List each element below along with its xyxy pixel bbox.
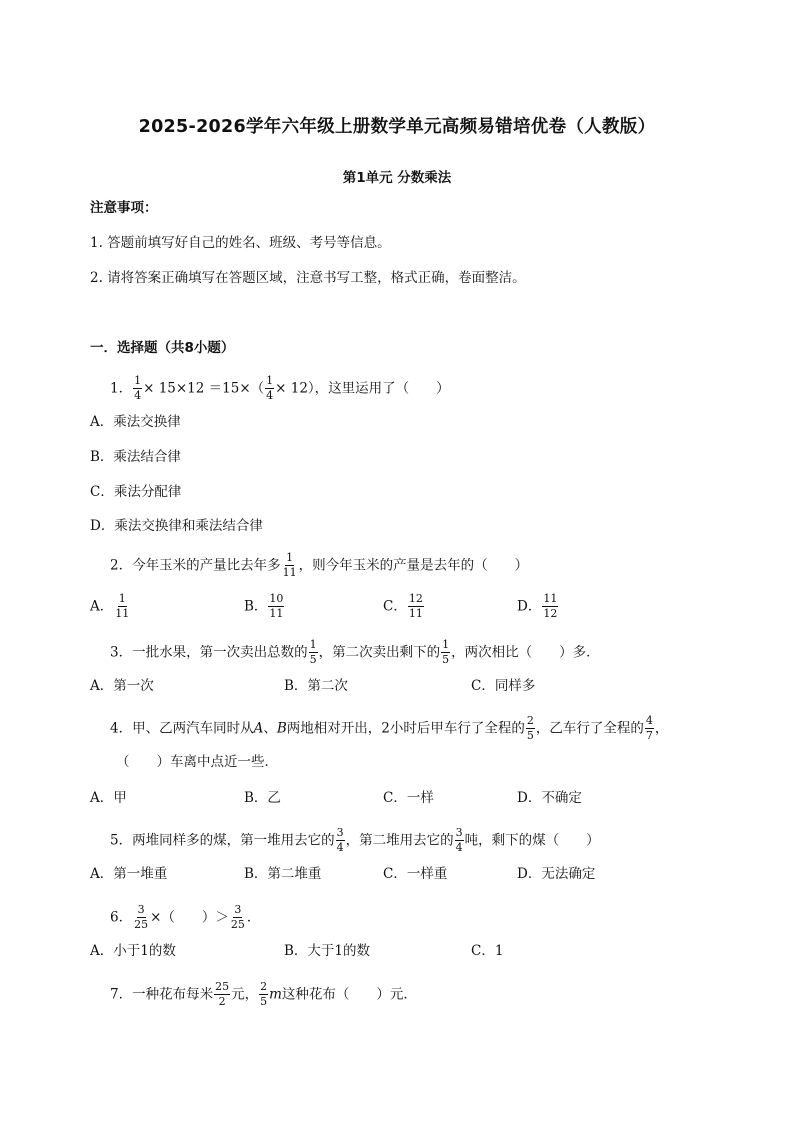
page-title: 2025-2026学年六年级上册数学单元高频易错培优卷（人教版） [138,117,656,137]
fraction-denominator: 11 [115,606,130,620]
question-4-separator: 、 [263,720,277,737]
fraction [114,593,130,619]
q6-option-b: B．大于1的数 [284,943,371,959]
section-heading: 一．选择题（共8小题） [90,340,235,356]
q4-option-c: C．一样 [383,790,434,806]
fraction-denominator: 5 [526,728,534,742]
fraction [133,375,142,401]
question-3-tail: ，两次相比（ ）多． [451,644,600,661]
q2-option-d [517,594,559,620]
fraction-denominator: 25 [230,917,245,931]
fraction-numerator: 2 [260,980,268,993]
question-7-mid: 元， [231,986,259,1003]
question-5-tail: 吨，剩下的煤（ ） [464,832,600,849]
question-6-mid: ×（ ）＞ [150,909,229,926]
q3-option-a: A．第一次 [90,678,154,694]
question-4 [110,716,668,742]
question-6-tail: ． [246,909,261,926]
fraction-denominator: 2 [218,994,226,1008]
question-2-tail: ，则今年玉米的产量是去年的（ ） [298,557,529,574]
fraction-numerator: 1 [118,592,126,605]
fraction [259,981,268,1007]
fraction [441,639,450,665]
question-2-text: 2．今年玉米的产量比去年多 [110,557,281,574]
fraction-denominator: 4 [336,840,344,854]
question-4-text-2: 两地相对开出，2小时后甲车行了全程的 [286,720,525,737]
fraction-numerator: 3 [137,903,145,916]
fraction-denominator: 4 [266,388,274,402]
fraction-denominator: 11 [282,565,297,579]
note-item-2: 2. 请将答案正确填写在答题区域，注意书写工整，格式正确，卷面整洁。 [90,270,526,286]
fraction-numerator: 3 [234,903,242,916]
fraction-numerator: 1 [309,638,317,651]
question-1 [110,376,450,402]
fraction [408,593,424,619]
fraction [455,827,464,853]
q5-option-c: C．一样重 [383,866,448,882]
fraction [542,593,558,619]
q4-option-a: A．甲 [90,790,127,806]
fraction [133,904,149,930]
question-1-number: 1． [110,380,133,397]
fraction [230,904,246,930]
q6-option-c: C．1 [471,943,504,959]
question-3 [110,640,600,666]
fraction-denominator: 12 [543,606,558,620]
fraction-numerator: 1 [266,374,274,387]
fraction-numerator: 12 [408,592,423,605]
q4-option-b: B．乙 [244,790,281,806]
unit-m: m [269,986,282,1003]
fraction-numerator: 1 [134,374,142,387]
question-7-text: 7．一种花布每米 [110,986,214,1003]
question-4-text-3: ，乙车行了全程的 [535,720,644,737]
question-5 [110,828,600,854]
option-label: D． [517,598,542,615]
q1-option-c: C．乘法分配律 [90,484,182,500]
notes-heading: 注意事项： [90,200,158,216]
question-3-text: 3．一批水果，第一次卖出总数的 [110,644,308,661]
question-1-tail: × 12），这里运用了（ ） [275,380,450,397]
unit-subtitle: 第1单元 分数乘法 [342,170,452,186]
q5-option-a: A．第一堆重 [90,866,168,882]
question-6 [110,905,260,931]
option-label: B． [244,598,268,615]
question-7 [110,982,417,1008]
fraction-denominator: 25 [134,917,149,931]
fraction [265,375,274,401]
question-5-mid: ，第二堆用去它的 [345,832,454,849]
q1-option-d: D．乘法交换律和乘法结合律 [90,518,263,534]
question-5-text: 5．两堆同样多的煤，第一堆用去它的 [110,832,335,849]
fraction [268,593,284,619]
question-4-text-4: ， [654,720,669,737]
fraction [282,552,298,578]
fraction-numerator: 3 [336,826,344,839]
fraction-denominator: 5 [309,652,317,666]
q2-option-a [90,594,131,620]
question-3-mid: ，第二次卖出剩下的 [318,644,441,661]
fraction [214,981,230,1007]
question-4-line-2: （ ）车离中点近一些． [116,754,278,770]
q2-option-c [383,594,425,620]
fraction-denominator: 5 [442,652,450,666]
fraction-numerator: 3 [455,826,463,839]
fraction-numerator: 11 [543,592,558,605]
question-1-text: × 15×12 ＝15×（ [143,380,265,397]
q5-option-d: D．无法确定 [517,866,596,882]
fraction [526,715,535,741]
question-7-tail: 这种花布（ ）元． [281,986,417,1003]
fraction-numerator: 2 [526,714,534,727]
fraction [309,639,318,665]
note-item-1: 1. 答题前填写好自己的姓名、班级、考号等信息。 [90,235,391,251]
fraction-denominator: 4 [134,388,142,402]
q2-option-b [244,594,285,620]
fraction-denominator: 4 [455,840,463,854]
option-label: C． [383,598,407,615]
option-label: A． [90,598,114,615]
q1-option-a: A．乘法交换律 [90,414,181,430]
fraction-numerator: 10 [269,592,284,605]
fraction-denominator: 11 [408,606,423,620]
fraction-numerator: 1 [442,638,450,651]
q1-option-b: B．乘法结合律 [90,449,181,465]
question-2 [110,553,528,579]
fraction [336,827,345,853]
q3-option-b: B．第二次 [284,678,348,694]
fraction-denominator: 7 [645,728,653,742]
question-6-number: 6． [110,909,133,926]
fraction-denominator: 11 [269,606,284,620]
q3-option-c: C．同样多 [471,678,536,694]
q6-option-a: A．小于1的数 [90,943,176,959]
fraction-numerator: 25 [215,980,230,993]
fraction-denominator: 5 [260,994,268,1008]
q4-option-d: D．不确定 [517,790,582,806]
point-a-label: A [253,720,264,737]
fraction [645,715,654,741]
q5-option-b: B．第二堆重 [244,866,322,882]
point-b-label: B [276,720,287,737]
fraction-numerator: 4 [645,714,653,727]
question-4-text: 4．甲、乙两汽车同时从 [110,720,254,737]
fraction-numerator: 1 [286,551,294,564]
